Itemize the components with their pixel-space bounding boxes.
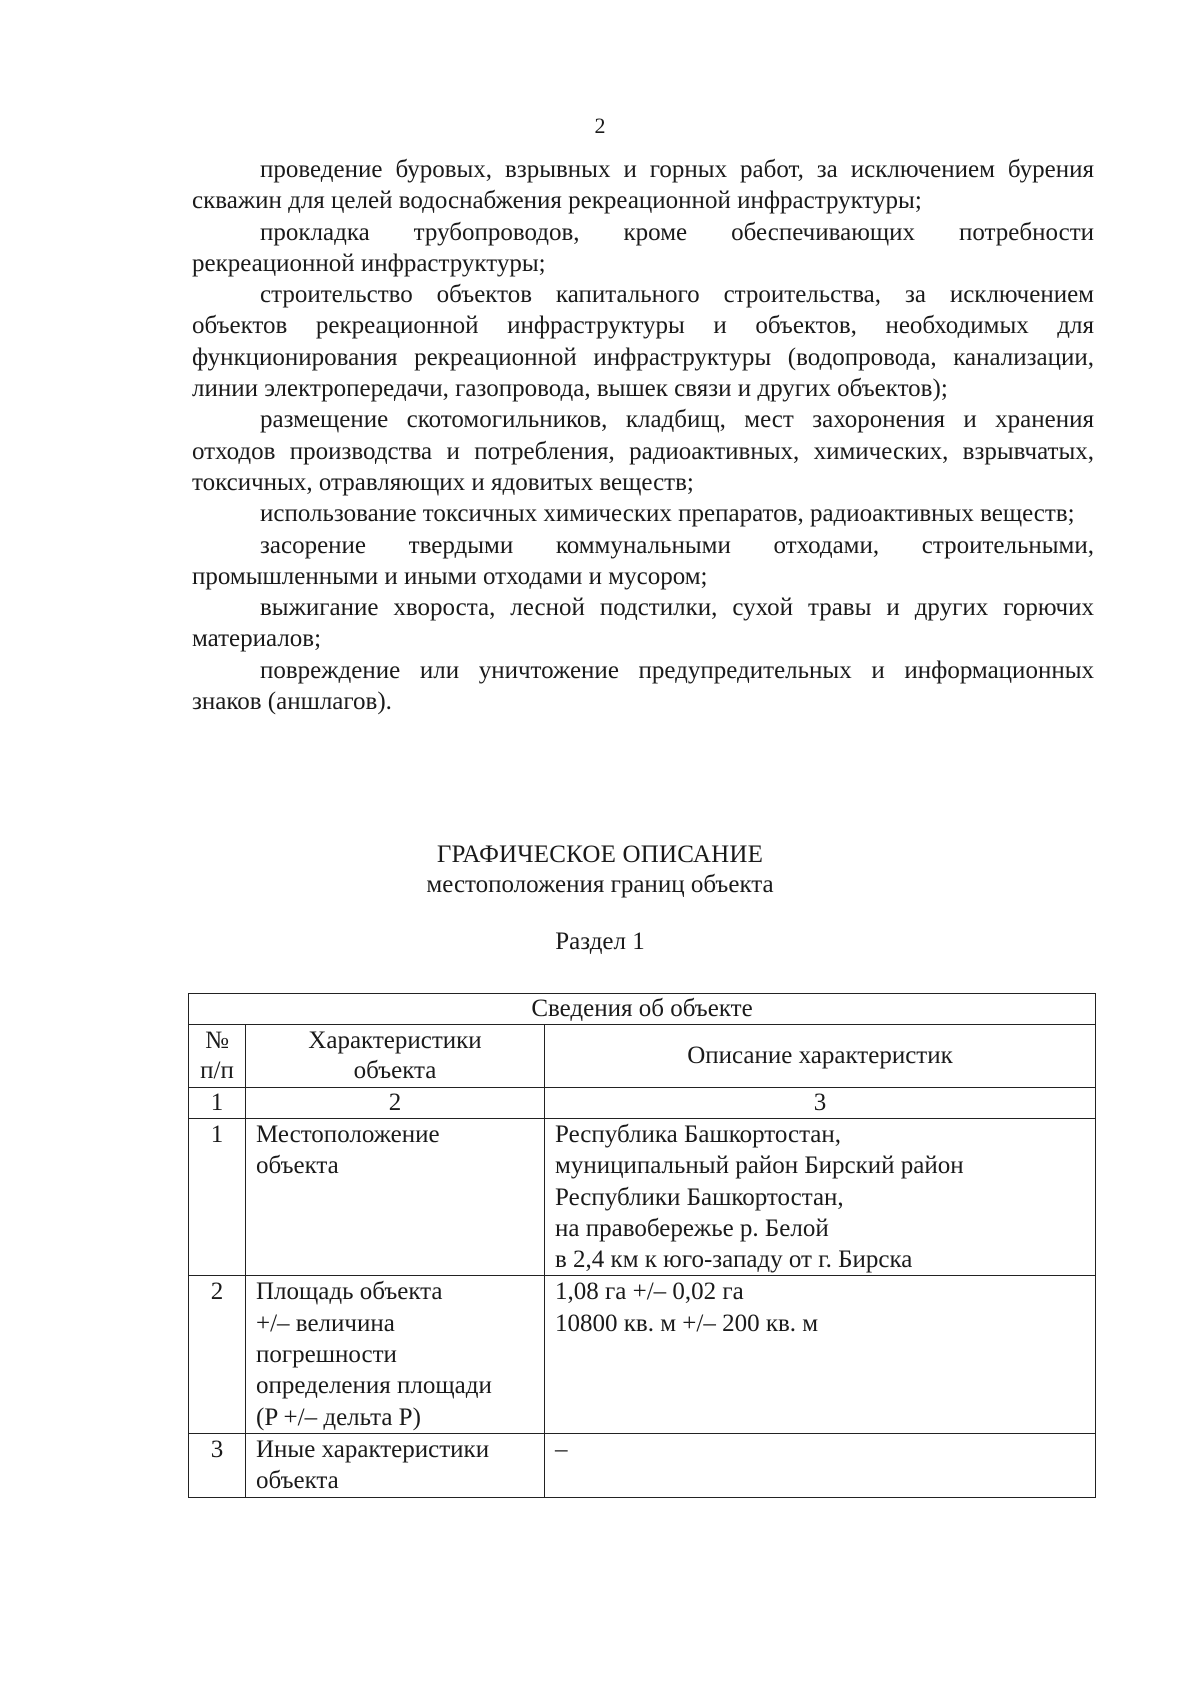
table-row xyxy=(189,1276,1096,1433)
paragraph-toxic-chemicals: использование токсичных химических препаратов, радиоактивных веществ; xyxy=(260,500,1075,528)
heading-title: ГРАФИЧЕСКОЕ ОПИСАНИЕ xyxy=(436,841,764,868)
paragraph-littering: засорение твердыми коммунальными отходами, строительными, промышленными и иными отходами и мусором; xyxy=(192,531,1094,590)
header-description: Описание характеристик xyxy=(545,1025,1096,1088)
row-characteristic: Иные характеристики объекта xyxy=(246,1433,545,1497)
table-index-row xyxy=(189,1088,1096,1119)
section-label: Раздел 1 xyxy=(555,928,645,955)
body-text xyxy=(192,154,1094,717)
paragraph-burning: выжигание хвороста, лесной подстилки, сухой травы и других горючих материалов; xyxy=(192,594,1094,653)
row-description: – xyxy=(545,1433,1096,1497)
row-description: Республика Башкортостан, муниципальный район Бирский район Республики Башкортостан, на правобережье р. Белой в 2,4 км к юго-западу от г. Бирска xyxy=(545,1119,1096,1276)
row-number: 1 xyxy=(189,1119,246,1276)
table-row xyxy=(189,1433,1096,1497)
page-number: 2 xyxy=(594,113,606,138)
header-num: № п/п xyxy=(189,1025,246,1088)
row-number: 3 xyxy=(189,1433,246,1497)
paragraph-pipelines: прокладка трубопроводов, кроме обеспечивающих потребности рекреационной инфраструктуры; xyxy=(192,218,1094,277)
section-heading xyxy=(0,840,1200,900)
table-caption-row xyxy=(189,994,1096,1025)
row-characteristic: Площадь объекта +/– величина погрешности определения площади (P +/– дельта P) xyxy=(246,1276,545,1433)
paragraph-construction: строительство объектов капитального строительства, за исключением объектов рекреационной инфраструктуры и объектов, необходимых для функционирования рекреационной инфраструктуры (водопровода, канализации, линии электропередачи, газопровода, вышек связи и других объектов); xyxy=(192,281,1094,403)
row-characteristic: Местоположение объекта xyxy=(246,1119,545,1276)
object-info-table xyxy=(188,993,1096,1498)
row-number: 2 xyxy=(189,1276,246,1433)
row-description: 1,08 га +/– 0,02 га 10800 кв. м +/– 200 кв. м xyxy=(545,1276,1096,1433)
header-characteristics: Характеристики объекта xyxy=(246,1025,545,1088)
index-cell: 1 xyxy=(189,1088,246,1119)
table-row xyxy=(189,1119,1096,1276)
table-caption: Сведения об объекте xyxy=(189,994,1096,1025)
table-header-row xyxy=(189,1025,1096,1088)
index-cell: 3 xyxy=(545,1088,1096,1119)
index-cell: 2 xyxy=(246,1088,545,1119)
paragraph-waste-placement: размещение скотомогильников, кладбищ, мест захоронения и хранения отходов производства и потребления, радиоактивных, химических, взрывчатых, токсичных, отравляющих и ядовитых веществ; xyxy=(192,406,1094,496)
heading-subtitle: местоположения границ объекта xyxy=(426,871,774,898)
paragraph-signs-damage: повреждение или уничтожение предупредительных и информационных знаков (аншлагов). xyxy=(192,656,1094,716)
paragraph-drilling: проведение буровых, взрывных и горных работ, за исключением бурения скважин для целей водоснабжения рекреационной инфраструктуры; xyxy=(192,156,1094,215)
